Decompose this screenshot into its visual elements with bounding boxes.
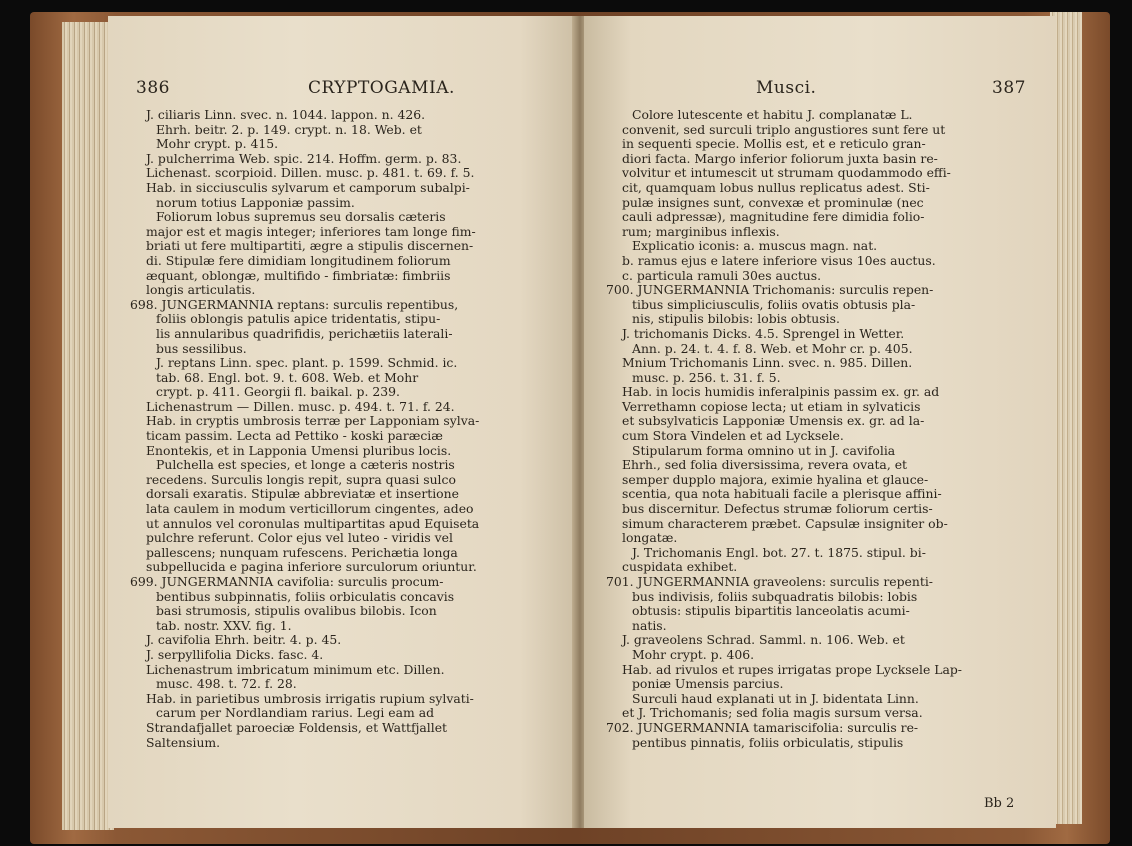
text-line: 700. JUNGERMANNIA Trichomanis: surculis repen- xyxy=(606,282,934,298)
text-line: crypt. p. 411. Georgii fl. baikal. p. 239. xyxy=(156,384,400,400)
text-line: Lichenastrum imbricatum minimum etc. Dillen. xyxy=(146,661,445,677)
text-line: ut annulos vel coronulas multipartitas apud Equiseta xyxy=(146,515,480,531)
text-line: simum characterem præbet. Capsulæ insigniter ob- xyxy=(622,515,948,531)
text-line: semper dupplo majora, eximie hyalina et glauce- xyxy=(622,471,929,487)
left-page-number: 386 xyxy=(136,78,170,98)
text-line: Mohr crypt. p. 406. xyxy=(632,646,755,662)
text-line: 698. JUNGERMANNIA reptans: surculis repentibus, xyxy=(130,296,459,312)
text-line: pallescens; nunquam rufescens. Perichætia longa xyxy=(146,544,458,560)
text-line: diori facta. Margo inferior foliorum juxta basin re- xyxy=(622,150,938,166)
text-line: lis annularibus quadrifidis, perichætiis laterali- xyxy=(156,325,453,341)
text-line: Hab. ad rivulos et rupes irrigatas prope Lycksele Lap- xyxy=(622,661,962,677)
text-line: Explicatio iconis: a. muscus magn. nat. xyxy=(632,238,878,254)
text-line: di. Stipulæ fere dimidiam longitudinem foliorum xyxy=(146,252,451,268)
text-line: bentibus subpinnatis, foliis orbiculatis concavis xyxy=(156,588,455,604)
text-line: Pulchella est species, et longe a cæteris nostris xyxy=(156,457,455,473)
text-line: cauli adpressæ), magnitudine fere dimidia folio- xyxy=(622,209,925,225)
text-line: scentia, qua nota habituali facile a plerisque affini- xyxy=(622,486,942,502)
text-line: ticam passim. Lecta ad Pettiko - koski paræciæ xyxy=(146,428,443,444)
text-line: briati ut fere multipartiti, ægre a stipulis discernen- xyxy=(146,238,474,254)
text-line: tab. nostr. XXV. fig. 1. xyxy=(156,617,292,633)
right-page-number: 387 xyxy=(992,78,1026,98)
text-line: tab. 68. Engl. bot. 9. t. 608. Web. et Mohr xyxy=(156,369,419,385)
text-line: foliis oblongis patulis apice tridentatis, stipu- xyxy=(156,311,441,327)
text-line: Hab. in cryptis umbrosis terræ per Lapponiam sylva- xyxy=(146,413,480,429)
right-page xyxy=(584,16,1056,828)
text-line: Ann. p. 24. t. 4. f. 8. Web. et Mohr cr. p. 405. xyxy=(632,340,913,356)
text-line: pulæ insignes sunt, convexæ et prominulæ (nec xyxy=(622,194,924,210)
text-line: norum totius Lapponiæ passim. xyxy=(156,194,355,210)
text-line: b. ramus ejus e latere inferiore visus 10es auctus. xyxy=(622,252,936,268)
text-line: Surculi haud explanati ut in J. bidentata Linn. xyxy=(632,690,919,706)
text-line: convenit, sed surculi triplo angustiores sunt fere ut xyxy=(622,121,946,137)
text-line: Lichenast. scorpioid. Dillen. musc. p. 481. t. 69. f. 5. xyxy=(146,165,475,181)
text-line: Verrethamn copiose lecta; ut etiam in sylvaticis xyxy=(622,398,921,414)
text-line: 699. JUNGERMANNIA cavifolia: surculis procum- xyxy=(130,574,444,589)
text-line: Hab. in sicciusculis sylvarum et camporum subalpi- xyxy=(146,179,470,195)
text-line: J. serpyllifolia Dicks. fasc. 4. xyxy=(146,646,324,662)
text-line: Ehrh. beitr. 2. p. 149. crypt. n. 18. Web. et xyxy=(156,121,422,137)
text-line: recedens. Surculis longis repit, supra quasi sulco xyxy=(146,471,456,487)
text-line: J. reptans Linn. spec. plant. p. 1599. Schmid. ic. xyxy=(156,355,458,371)
text-line: cit, quamquam lobus nullus replicatus adest. Sti- xyxy=(622,179,930,195)
text-line: æquant, oblongæ, multifido - fimbriatæ: fimbriis xyxy=(146,267,451,283)
text-line: cuspidata exhibet. xyxy=(622,559,738,575)
text-line: Strandafjallet paroeciæ Foldensis, et Wattfjallet xyxy=(146,719,448,735)
text-line: natis. xyxy=(632,617,667,633)
signature-mark: Bb 2 xyxy=(984,796,1015,811)
text-line: Lichenastrum — Dillen. musc. p. 494. t. 71. f. 24. xyxy=(146,398,455,414)
text-line: nis, stipulis bilobis: lobis obtusis. xyxy=(632,311,840,327)
text-line: bus discernitur. Defectus strumæ foliorum certis- xyxy=(622,501,933,517)
text-line: volvitur et intumescit ut strumam quodammodo effi- xyxy=(622,165,951,181)
text-line: pentibus pinnatis, foliis orbiculatis, stipulis xyxy=(632,734,904,750)
text-line: J. pulcherrima Web. spic. 214. Hoffm. germ. p. 83. xyxy=(146,150,462,166)
right-page-body xyxy=(606,108,962,750)
left-running-head: CRYPTOGAMIA. xyxy=(308,78,455,98)
text-line: Stipularum forma omnino ut in J. cavifolia xyxy=(632,442,896,458)
text-line: carum per Nordlandiam rarius. Legi eam ad xyxy=(156,705,435,721)
text-line: Mnium Trichomanis Linn. svec. n. 985. Dillen. xyxy=(622,355,913,371)
text-line: et subsylvaticis Lapponiæ Umensis ex. gr. ad la- xyxy=(622,413,925,429)
text-line: basi strumosis, stipulis ovalibus bilobis. Icon xyxy=(156,603,437,619)
page-edges-left xyxy=(62,22,114,830)
text-line: tibus simpliciusculis, foliis ovatis obtusis pla- xyxy=(632,296,916,312)
text-line: J. Trichomanis Engl. bot. 27. t. 1875. stipul. bi- xyxy=(632,544,926,560)
text-line: 701. JUNGERMANNIA graveolens: surculis repenti- xyxy=(606,574,933,589)
left-page xyxy=(108,16,576,828)
text-line: 702. JUNGERMANNIA tamariscifolia: surculis re- xyxy=(606,719,919,735)
text-line: obtusis: stipulis bipartitis lanceolatis acumi- xyxy=(632,603,910,619)
text-line: dorsali exaratis. Stipulæ abbreviatæ et insertione xyxy=(146,486,459,502)
text-line: musc. 498. t. 72. f. 28. xyxy=(156,676,297,692)
text-line: rum; marginibus inflexis. xyxy=(622,223,780,239)
text-line: Saltensium. xyxy=(146,734,221,750)
left-page-body xyxy=(130,108,479,750)
text-line: bus sessilibus. xyxy=(156,340,247,356)
text-line: longis articulatis. xyxy=(146,282,256,298)
text-line: lata caulem in modum verticillorum cingentes, adeo xyxy=(146,501,474,517)
text-line: longatæ. xyxy=(622,530,678,546)
text-line: bus indivisis, foliis subquadratis bilobis: lobis xyxy=(632,588,918,604)
text-line: Foliorum lobus supremus seu dorsalis cæteris xyxy=(156,209,446,225)
text-line: major est et magis integer; inferiores tam longe fim- xyxy=(146,223,476,239)
text-line: J. graveolens Schrad. Samml. n. 106. Web. et xyxy=(622,632,905,648)
text-line: Enontekis, et in Lapponia Umensi pluribus locis. xyxy=(146,442,452,458)
text-line: Colore lutescente et habitu J. complanatæ L. xyxy=(632,107,913,122)
text-line: musc. p. 256. t. 31. f. 5. xyxy=(632,369,781,385)
text-line: J. cavifolia Ehrh. beitr. 4. p. 45. xyxy=(146,632,342,648)
text-line: Hab. in locis humidis inferalpinis passim ex. gr. ad xyxy=(622,384,940,400)
text-line: et J. Trichomanis; sed folia magis sursum versa. xyxy=(622,705,923,721)
text-line: c. particula ramuli 30es auctus. xyxy=(622,267,822,283)
text-line: cum Stora Vindelen et ad Lycksele. xyxy=(622,428,844,444)
text-line: pulchre referunt. Color ejus vel luteo - viridis vel xyxy=(146,530,453,546)
text-line: Hab. in parietibus umbrosis irrigatis rupium sylvati- xyxy=(146,690,474,706)
text-line: poniæ Umensis parcius. xyxy=(632,676,784,692)
text-line: J. trichomanis Dicks. 4.5. Sprengel in Wetter. xyxy=(622,325,905,341)
right-running-head: Musci. xyxy=(756,78,817,98)
text-line: Mohr crypt. p. 415. xyxy=(156,136,279,152)
text-line: J. ciliaris Linn. svec. n. 1044. lappon. n. 426. xyxy=(146,107,426,122)
text-line: subpellucida e pagina inferiore surculorum oriuntur. xyxy=(146,559,477,575)
text-line: Ehrh., sed folia diversissima, revera ovata, et xyxy=(622,457,908,473)
text-line: in sequenti specie. Mollis est, et e reticulo gran- xyxy=(622,136,926,152)
